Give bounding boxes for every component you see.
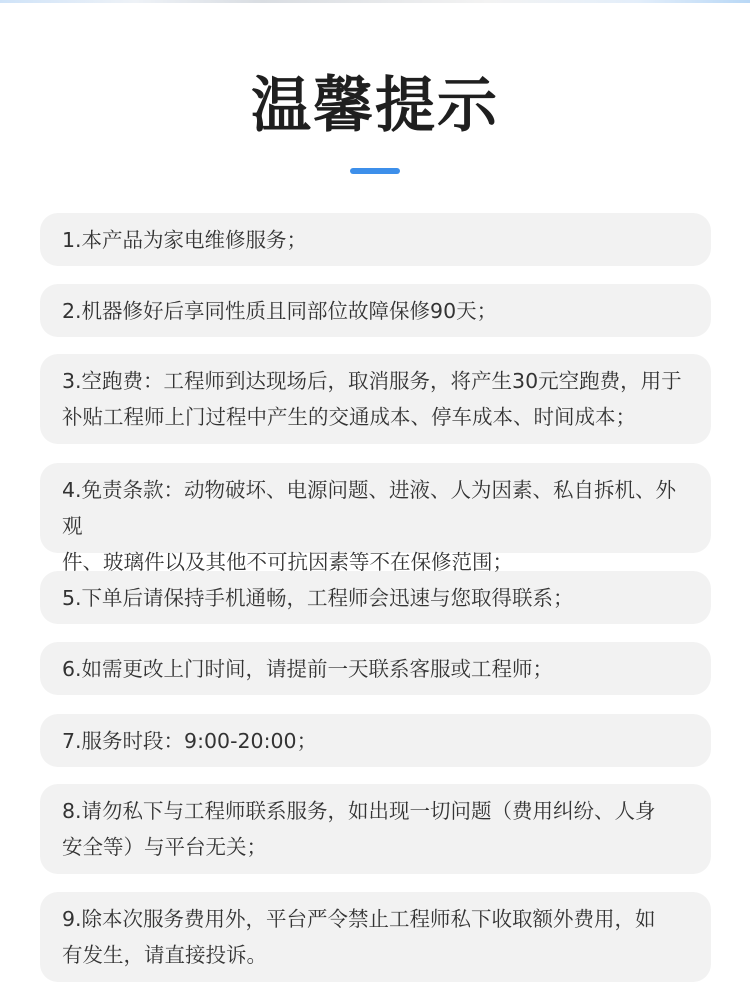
notice-item-9 bbox=[40, 892, 711, 982]
notice-item-4 bbox=[40, 463, 711, 574]
notice-item-text: 6.如需更改上门时间，请提前一天联系客服或工程师； bbox=[62, 656, 554, 681]
notice-list bbox=[40, 213, 711, 982]
title-accent-bar bbox=[350, 168, 400, 174]
notice-item-text: 2.机器修好后享同性质且同部位故障保修90天； bbox=[62, 298, 498, 323]
notice-item-text-line-2: 补贴工程师上门过程中产生的交通成本、停车成本、时间成本； bbox=[62, 405, 636, 429]
notice-item-text-line-1: 4.免责条款：动物破坏、电源问题、进液、人为因素、私自拆机、外观 bbox=[62, 478, 677, 538]
notice-item-text-line-2: 安全等）与平台无关； bbox=[62, 835, 267, 859]
page-title: 温馨提示 bbox=[251, 71, 499, 141]
notice-item-3 bbox=[40, 354, 711, 444]
notice-item-text-line-2: 有发生，请直接投诉。 bbox=[62, 943, 267, 967]
notice-item-text: 5.下单后请保持手机通畅，工程师会迅速与您取得联系； bbox=[62, 585, 574, 610]
notice-item-8 bbox=[40, 784, 711, 874]
notice-item-text-line-2: 件、玻璃件以及其他不可抗因素等不在保修范围； bbox=[62, 550, 513, 574]
notice-item-text: 7.服务时段：9:00-20:00； bbox=[62, 728, 318, 753]
notice-item-2 bbox=[40, 284, 711, 337]
notice-item-text-line-1: 3.空跑费：工程师到达现场后，取消服务，将产生30元空跑费，用于 bbox=[62, 369, 682, 393]
notice-item-text-line-1: 9.除本次服务费用外，平台严令禁止工程师私下收取额外费用，如 bbox=[62, 907, 656, 931]
notice-item-7 bbox=[40, 714, 711, 767]
top-decorative-strip bbox=[0, 0, 750, 3]
notice-item-text-line-1: 8.请勿私下与工程师联系服务，如出现一切问题（费用纠纷、人身 bbox=[62, 799, 656, 823]
notice-item-text: 1.本产品为家电维修服务； bbox=[62, 227, 308, 252]
notice-item-6 bbox=[40, 642, 711, 695]
notice-item-1 bbox=[40, 213, 711, 266]
